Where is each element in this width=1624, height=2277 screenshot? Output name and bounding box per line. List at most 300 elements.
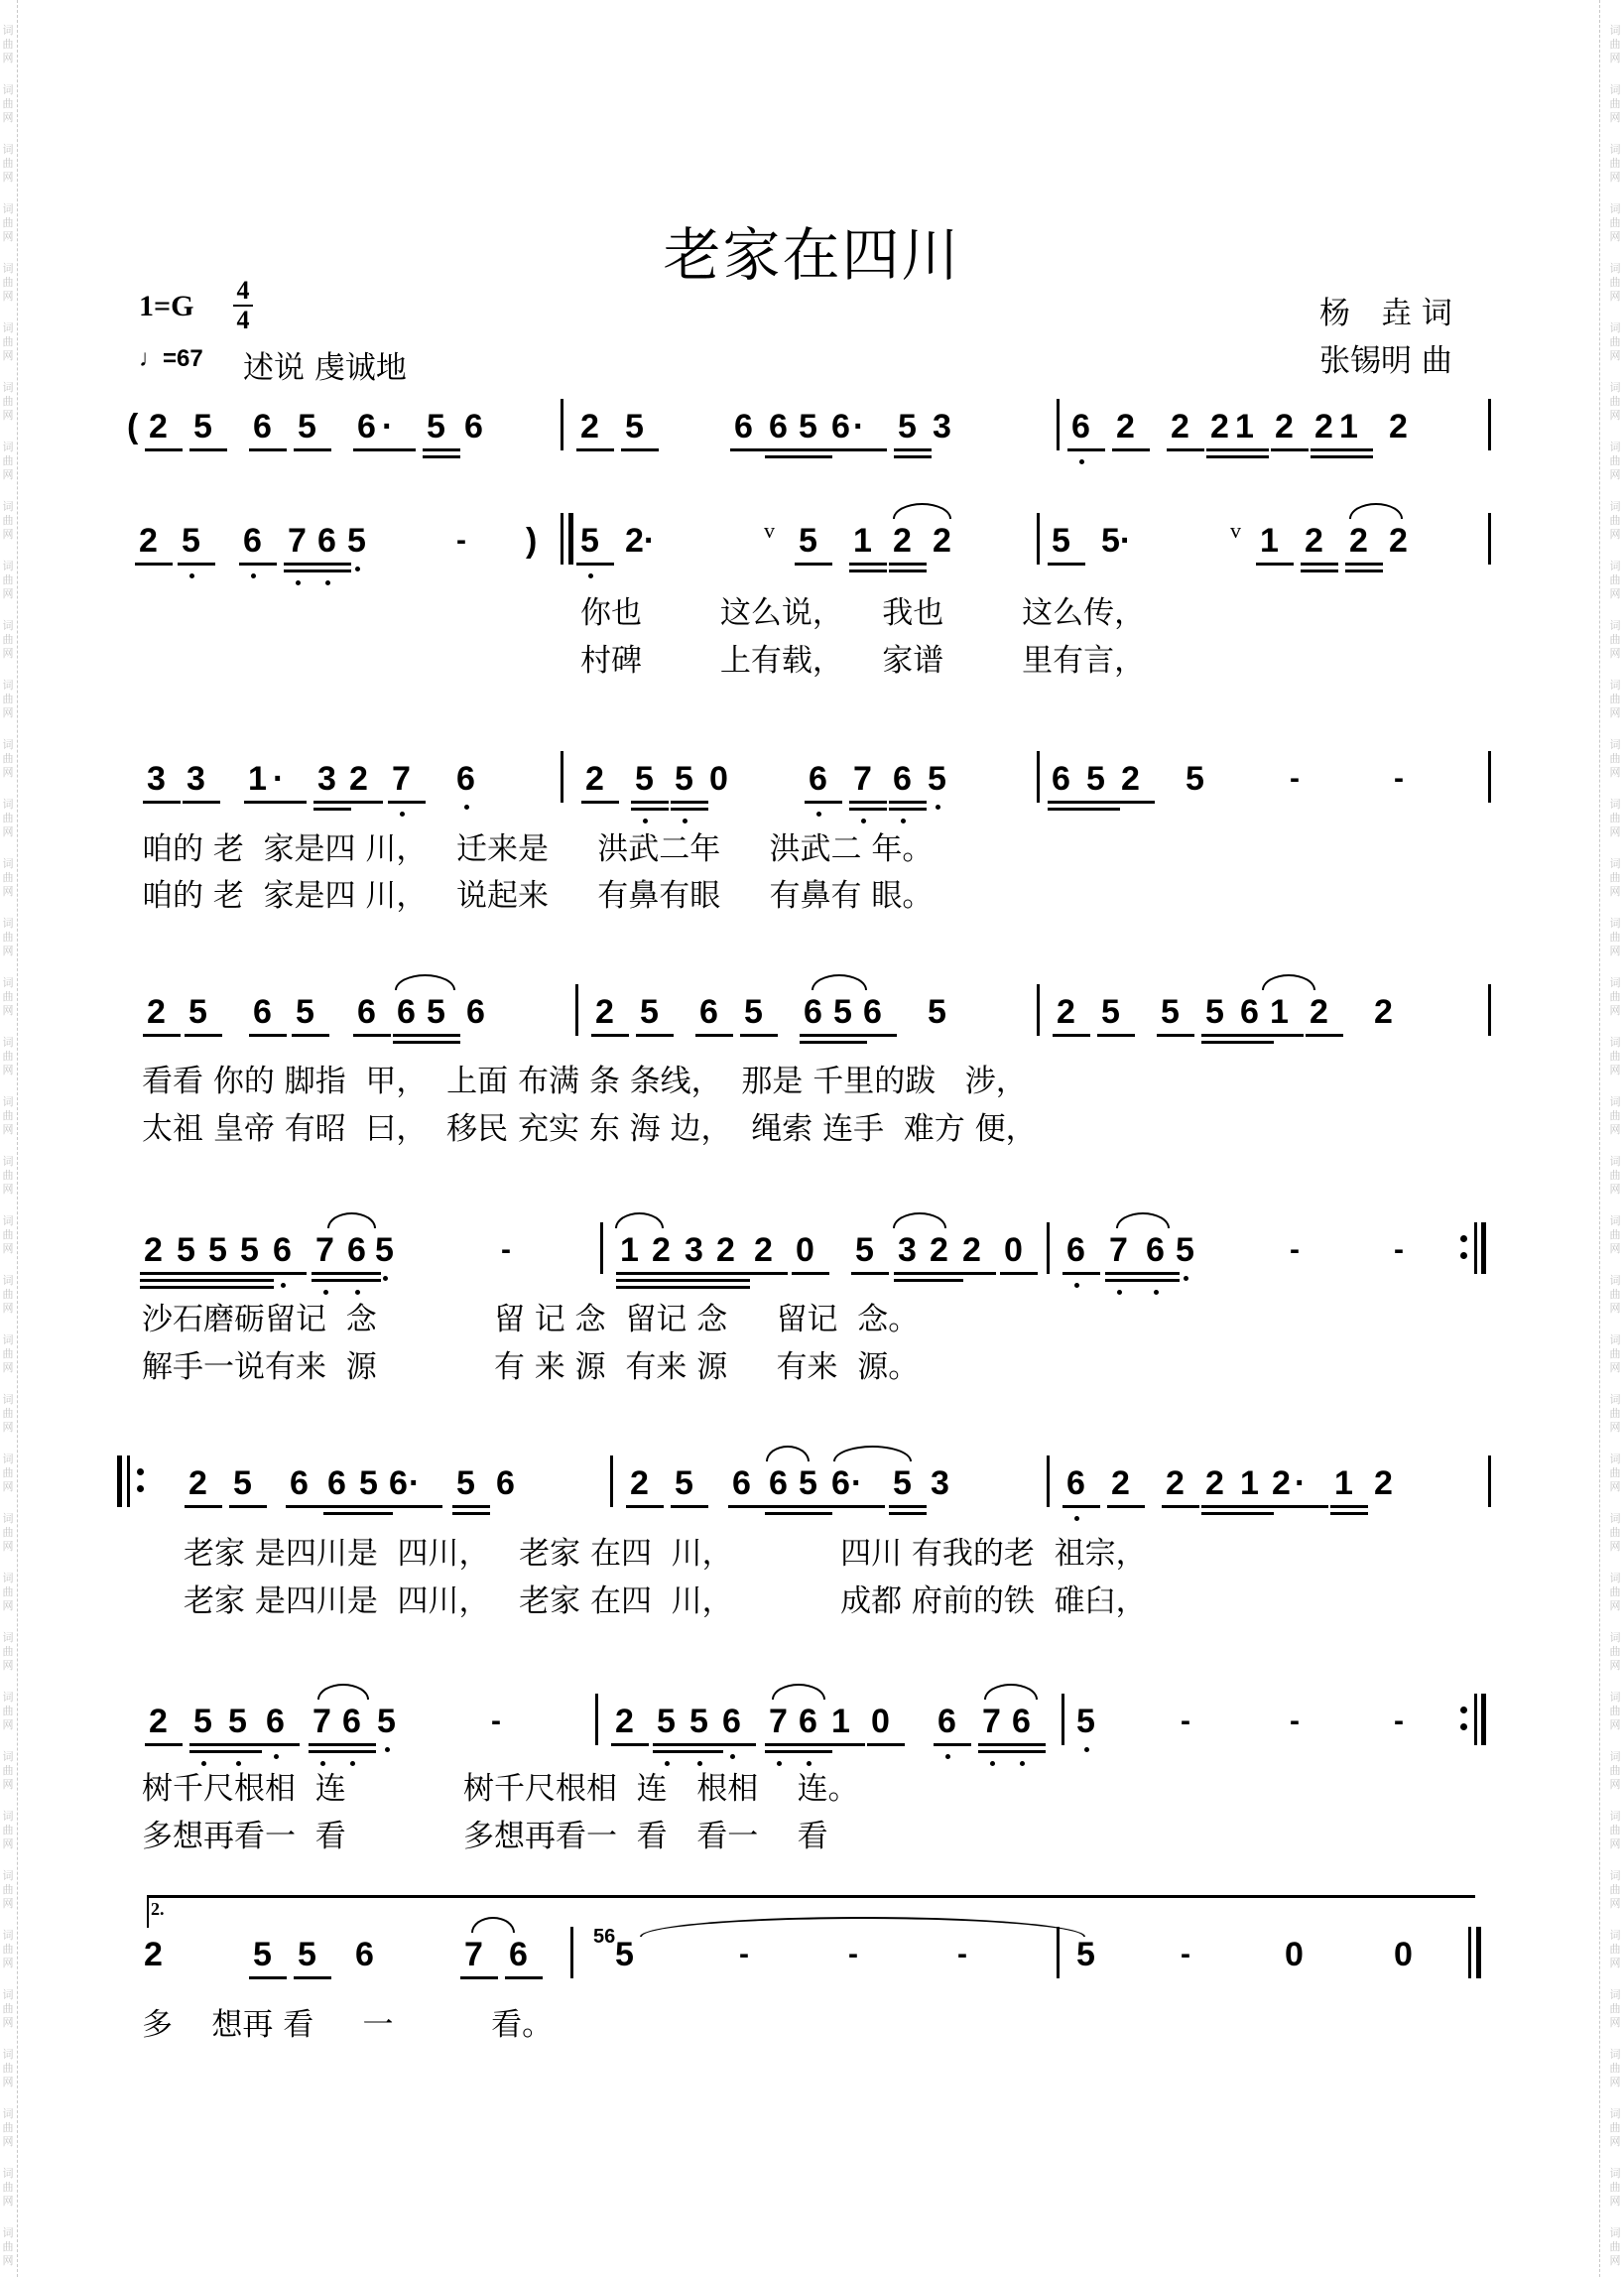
watermark-char: 词 [1609, 1631, 1621, 1644]
note: 2 [1310, 993, 1328, 1031]
watermark-char: 词 [2, 262, 14, 275]
barline [600, 1222, 603, 1274]
dash-extension: - [1394, 762, 1404, 795]
note: 6 [347, 1231, 366, 1269]
note: · [853, 408, 865, 445]
repeat-dot [1460, 1707, 1467, 1713]
note: 5 [580, 522, 599, 560]
tie-slur [1349, 503, 1403, 519]
watermark-char: 网 [2, 766, 14, 779]
note: 6 [243, 522, 262, 560]
beam-underline [145, 448, 183, 451]
beam-underline [686, 1750, 723, 1753]
note: 2 [1275, 408, 1294, 445]
song-title: 老家在四川 [663, 221, 961, 289]
watermark-char: 曲 [1609, 1466, 1621, 1479]
note: 3 [317, 760, 336, 798]
low-octave-dot [697, 1761, 702, 1766]
note: 5 [928, 760, 946, 798]
lyric-line: 老家 是四川是 四川， 老家 在四 川， 四川 有我的老 祖宗， [184, 1536, 1147, 1572]
watermark-char: 网 [1609, 528, 1621, 541]
beam-underline [1053, 1034, 1090, 1037]
low-octave-dot [385, 1747, 390, 1752]
tempo-marking: ♩=67 [139, 345, 203, 372]
low-octave-dot [1184, 1276, 1188, 1281]
watermark-char: 曲 [2, 573, 14, 586]
dash-extension: - [456, 524, 466, 557]
note: 5 [193, 408, 212, 445]
watermark-char: 网 [2, 1837, 14, 1850]
watermark-char: 词 [1609, 321, 1621, 334]
barline [575, 984, 578, 1036]
watermark-char: 网 [2, 825, 14, 838]
note: 5 [359, 1464, 378, 1502]
note: 2 [149, 408, 168, 445]
note: 1 [1334, 1464, 1353, 1502]
beam-underline [1082, 801, 1120, 804]
left-watermark-strip [0, 0, 18, 2277]
watermark-char: 词 [1609, 1333, 1621, 1346]
watermark-char: 曲 [1609, 1169, 1621, 1182]
tie-slur [984, 1684, 1038, 1700]
beam-underline [889, 569, 927, 572]
note: 5 [640, 993, 659, 1031]
watermark-char: 词 [1609, 560, 1621, 572]
note: 2 [585, 760, 604, 798]
note: · [1295, 1464, 1307, 1502]
note: 2 [349, 760, 368, 798]
watermark-char: 曲 [1609, 514, 1621, 527]
watermark-char: 词 [2, 1155, 14, 1168]
beam-underline [1301, 563, 1338, 566]
beam-underline [229, 1505, 267, 1508]
dash-extension: - [1181, 1938, 1190, 1970]
note: 5 [375, 1231, 394, 1269]
note: 6 [699, 993, 718, 1031]
lyric-line: 老家 是四川是 四川， 老家 在四 川， 成都 府前的铁 碓臼， [184, 1583, 1147, 1619]
beam-underline [1000, 1272, 1038, 1275]
note: 2 [1116, 408, 1135, 445]
note: 2 [1272, 1464, 1291, 1502]
breath-mark: v [1230, 518, 1241, 543]
watermark-char: 词 [1609, 202, 1621, 215]
watermark-char: 词 [1609, 976, 1621, 989]
watermark-char: 网 [2, 2195, 14, 2208]
note: 5 [799, 522, 817, 560]
barline [1468, 1927, 1471, 1978]
watermark-char: 曲 [1609, 1824, 1621, 1836]
low-octave-dot [400, 812, 405, 817]
note: 6 [799, 1703, 817, 1740]
watermark-char: 网 [1609, 766, 1621, 779]
beam-underline [189, 1750, 227, 1753]
note: 6 [389, 1464, 408, 1502]
beam-underline [313, 808, 351, 811]
right-watermark-strip [1599, 0, 1621, 2277]
watermark-char: 词 [1609, 1869, 1621, 1882]
time-bottom: 4 [236, 306, 250, 334]
note: 5 [347, 522, 366, 560]
low-octave-dot [643, 819, 648, 823]
beam-underline [1231, 455, 1269, 458]
low-octave-dot [355, 1290, 360, 1295]
watermark-char: 网 [1609, 1897, 1621, 1910]
beam-underline [827, 1743, 865, 1746]
note: 5 [635, 760, 654, 798]
note: 2 [893, 522, 912, 560]
watermark-char: 网 [2, 885, 14, 898]
watermark-char: 词 [1609, 1155, 1621, 1168]
dash-extension: - [1181, 1705, 1190, 1737]
lyric-line: 多想再看一 看 多想再看一 看 看一 看 [142, 1819, 828, 1854]
key-signature: 1=G [139, 290, 194, 322]
watermark-char: 词 [2, 202, 14, 215]
watermark-char: 词 [1609, 1453, 1621, 1465]
barline [1037, 984, 1040, 1036]
watermark-char: 词 [1609, 2107, 1621, 2120]
watermark-char: 网 [1609, 1302, 1621, 1315]
watermark-char: 网 [2, 349, 14, 362]
beam-underline [1266, 1034, 1304, 1037]
beam-underline [292, 1034, 329, 1037]
note: 5· [1101, 522, 1132, 560]
note: 2 [1389, 408, 1408, 445]
watermark-char: 词 [1609, 2048, 1621, 2061]
watermark-char: 曲 [2, 157, 14, 170]
beam-underline [805, 801, 842, 804]
lyric-line: 太祖 皇帝 有昭 曰， 移民 充实 东 海 边， 绳索 连手 难方 便， [142, 1111, 1037, 1147]
tie-slur [1116, 1212, 1170, 1228]
beam-underline [712, 1279, 750, 1282]
barline [1488, 751, 1491, 803]
note: 5 [625, 408, 644, 445]
watermark-char: 词 [2, 83, 14, 96]
watermark-char: 曲 [1609, 454, 1621, 467]
barline [1047, 1455, 1050, 1507]
note: 6 [266, 1703, 285, 1740]
beam-underline [269, 801, 307, 804]
watermark-char: 曲 [1609, 2240, 1621, 2253]
note: 6 [732, 1464, 751, 1502]
barline [127, 1455, 130, 1507]
watermark-char: 曲 [2, 1407, 14, 1420]
low-octave-dot [683, 819, 687, 823]
watermark-char: 曲 [1609, 573, 1621, 586]
note: 6 [734, 408, 753, 445]
note: 2 [147, 993, 166, 1031]
watermark-char: 网 [1609, 349, 1621, 362]
beam-underline [178, 563, 215, 566]
note: 7 [312, 1703, 331, 1740]
note: 6 [1052, 760, 1070, 798]
watermark-char: 曲 [1609, 693, 1621, 705]
watermark-char: 词 [1609, 1810, 1621, 1823]
watermark-char: 词 [1609, 83, 1621, 96]
watermark-char: 词 [2, 1512, 14, 1525]
low-octave-dot [1079, 459, 1084, 464]
watermark-char: 词 [1609, 1572, 1621, 1584]
lyric-line: 看看 你的 脚指 甲， 上面 布满 条 条线， 那是 千里的跋 涉， [142, 1064, 1027, 1099]
watermark-char: 曲 [2, 2240, 14, 2253]
note: 6 [1146, 1231, 1165, 1269]
tie-slur [317, 1684, 369, 1700]
watermark-char: 网 [2, 1302, 14, 1315]
beam-underline [224, 1750, 262, 1753]
beam-underline [795, 455, 832, 458]
note: 6 [863, 993, 882, 1031]
watermark-char: 曲 [2, 276, 14, 289]
note: 6 [317, 522, 336, 560]
note: 2 [1111, 1464, 1130, 1502]
note: 1 [1260, 522, 1279, 560]
watermark-char: 网 [1609, 647, 1621, 660]
watermark-char: 词 [1609, 2167, 1621, 2180]
beam-underline [1008, 1743, 1046, 1746]
watermark-char: 曲 [2, 1109, 14, 1122]
watermark-char: 网 [2, 1421, 14, 1434]
beam-underline [343, 1279, 381, 1282]
watermark-char: 网 [1609, 468, 1621, 481]
beam-underline [1082, 808, 1120, 811]
note: 2 [1389, 522, 1408, 560]
note: 1 [1240, 1464, 1259, 1502]
beam-underline [1271, 448, 1309, 451]
note: ) [526, 522, 538, 560]
watermark-char: 词 [2, 1453, 14, 1465]
watermark-char: 网 [2, 409, 14, 422]
note: 2 [1305, 522, 1323, 560]
dash-extension: - [848, 1938, 858, 1970]
beam-underline [730, 448, 768, 451]
low-octave-dot [1084, 1747, 1089, 1752]
note: 2 [716, 1231, 735, 1269]
watermark-char: 曲 [1609, 1228, 1621, 1241]
beam-underline [849, 563, 887, 566]
watermark-char: 网 [2, 52, 14, 64]
watermark-char: 曲 [1609, 871, 1621, 884]
watermark-char: 曲 [2, 1050, 14, 1063]
low-octave-dot [730, 1754, 735, 1759]
watermark-char: 网 [1609, 1421, 1621, 1434]
note: 6 [1071, 408, 1090, 445]
beam-underline [1162, 1505, 1199, 1508]
beam-underline [1236, 1512, 1274, 1515]
watermark-char: 网 [2, 706, 14, 719]
beam-underline [718, 1743, 756, 1746]
watermark-char: 网 [2, 647, 14, 660]
low-octave-dot [464, 805, 469, 810]
note: 2 [188, 1464, 207, 1502]
watermark-char: 曲 [2, 1645, 14, 1658]
note: 2 [580, 408, 599, 445]
watermark-char: 网 [2, 2076, 14, 2088]
watermark-char: 网 [2, 1659, 14, 1672]
note: 2 [933, 522, 951, 560]
beam-underline [1201, 1041, 1239, 1044]
note: 5 [233, 1464, 252, 1502]
note: 6 [1240, 993, 1259, 1031]
beam-underline [889, 1505, 927, 1508]
barline [1476, 1927, 1481, 1978]
watermark-char: 词 [2, 1691, 14, 1704]
note: 2 [149, 1703, 168, 1740]
beam-underline [1330, 1512, 1368, 1515]
lyric-line: 树千尺根相 连 树千尺根相 连 根相 连。 [142, 1771, 859, 1807]
beam-underline [1067, 448, 1105, 451]
barline [1057, 399, 1060, 450]
tie-slur [327, 1212, 376, 1228]
beam-underline [1236, 1041, 1274, 1044]
watermark-char: 词 [1609, 857, 1621, 870]
watermark-char: 词 [2, 1631, 14, 1644]
beam-underline [849, 808, 887, 811]
beam-underline [313, 563, 351, 566]
barline [1047, 1222, 1050, 1274]
watermark-char: 网 [1609, 2254, 1621, 2267]
low-octave-dot [1074, 1283, 1079, 1288]
beam-underline [338, 1743, 376, 1746]
grace-notes: 56 [593, 1926, 616, 1948]
note: 5 [744, 993, 763, 1031]
low-octave-dot [807, 1761, 812, 1766]
watermark-char: 曲 [2, 1764, 14, 1777]
tie-slur [812, 974, 867, 990]
barline [117, 1455, 122, 1507]
beam-underline [671, 808, 708, 811]
dash-extension: - [501, 1233, 511, 1266]
note: 5 [833, 993, 852, 1031]
barline [1488, 513, 1491, 565]
watermark-char: 词 [2, 2048, 14, 2061]
beam-underline [452, 1505, 490, 1508]
beam-underline [1330, 1505, 1368, 1508]
watermark-char: 网 [1609, 2076, 1621, 2088]
watermark-char: 词 [1609, 1036, 1621, 1049]
dash-extension: - [1394, 1705, 1404, 1737]
beam-underline [452, 1512, 490, 1515]
beam-underline [1301, 569, 1338, 572]
note: 6 [357, 993, 376, 1031]
watermark-char: 词 [2, 976, 14, 989]
beam-underline [1256, 563, 1294, 566]
note: ( [127, 408, 139, 445]
watermark-char: 曲 [2, 454, 14, 467]
beam-underline [1048, 801, 1085, 804]
beam-underline [224, 1743, 262, 1746]
watermark-char: 词 [1609, 143, 1621, 156]
watermark-char: 词 [1609, 738, 1621, 751]
note: 2 [930, 1231, 948, 1269]
watermark-char: 曲 [2, 633, 14, 646]
lyric-line: 解手一说有来 源 有 来 源 有来 源 有来 源。 [142, 1349, 920, 1385]
watermark-char: 网 [1609, 2195, 1621, 2208]
composer-credit: 张锡明 曲 [1319, 343, 1452, 379]
beam-underline [611, 1743, 649, 1746]
watermark-char: 网 [1609, 1064, 1621, 1076]
note: 2 [754, 1231, 773, 1269]
beam-underline [849, 801, 887, 804]
watermark-char: 曲 [1609, 395, 1621, 408]
beam-underline [849, 569, 887, 572]
note: 5 [240, 1231, 259, 1269]
note: 6 [466, 993, 485, 1031]
beam-underline [712, 1286, 750, 1289]
low-octave-dot [325, 580, 330, 585]
time-signature [233, 278, 253, 333]
watermark-char: 网 [2, 528, 14, 541]
beam-underline [750, 1272, 788, 1275]
watermark-char: 词 [2, 1393, 14, 1406]
watermark-char: 曲 [2, 1526, 14, 1539]
low-octave-dot [1020, 1761, 1025, 1766]
watermark-char: 曲 [1609, 1705, 1621, 1717]
note: 1 [1235, 408, 1254, 445]
note: 6 [769, 408, 788, 445]
watermark-char: 曲 [1609, 1943, 1621, 1956]
note: 2 [1374, 1464, 1393, 1502]
note: 5 [177, 1231, 195, 1269]
watermark-char: 曲 [2, 871, 14, 884]
dash-extension: - [1290, 1233, 1300, 1266]
tie-slur [772, 1684, 825, 1700]
lyric-line: 咱的 老 家是四 川， 说起来 有鼻有眼 有鼻有 眼。 [142, 878, 934, 914]
watermark-char: 网 [1609, 171, 1621, 184]
low-octave-dot [777, 1761, 782, 1766]
barline [1481, 1694, 1486, 1745]
time-top: 4 [236, 276, 250, 305]
volta-label: 2. [151, 1899, 165, 1919]
beam-underline [294, 1976, 331, 1979]
watermark-char: 网 [2, 1480, 14, 1493]
watermark-char: 曲 [2, 1466, 14, 1479]
tie-slur [1262, 974, 1315, 990]
note: 5 [928, 993, 946, 1031]
watermark-char: 词 [2, 1810, 14, 1823]
note: 5 [893, 1464, 912, 1502]
note: 1 [831, 1703, 850, 1740]
note: 5 [182, 522, 200, 560]
watermark-char: 词 [1609, 1929, 1621, 1942]
watermark-char: 曲 [1609, 1645, 1621, 1658]
watermark-char: 词 [2, 560, 14, 572]
beam-underline [792, 1272, 829, 1275]
beam-underline [894, 455, 932, 458]
watermark-char: 网 [2, 2016, 14, 2029]
beam-underline [286, 1505, 323, 1508]
low-octave-dot [665, 1761, 670, 1766]
note: · [409, 1464, 421, 1502]
barline [1481, 1222, 1486, 1274]
note: 6 [342, 1703, 361, 1740]
note: 6 [1066, 1231, 1085, 1269]
watermark-char: 网 [1609, 1778, 1621, 1791]
note: 3 [931, 1464, 949, 1502]
watermark-char: 词 [2, 321, 14, 334]
watermark-char: 词 [1609, 1274, 1621, 1287]
note: 5 [1161, 993, 1180, 1031]
low-octave-dot [320, 1761, 325, 1766]
watermark-char: 曲 [1609, 1347, 1621, 1360]
beam-underline [889, 801, 927, 804]
beam-underline [405, 1505, 442, 1508]
watermark-char: 曲 [2, 2062, 14, 2075]
watermark-char: 曲 [1609, 1288, 1621, 1301]
watermark-char: 词 [1609, 1095, 1621, 1108]
beam-underline [626, 1505, 664, 1508]
beam-underline [829, 1041, 867, 1044]
watermark-char: 曲 [1609, 216, 1621, 229]
watermark-char: 网 [2, 1123, 14, 1136]
